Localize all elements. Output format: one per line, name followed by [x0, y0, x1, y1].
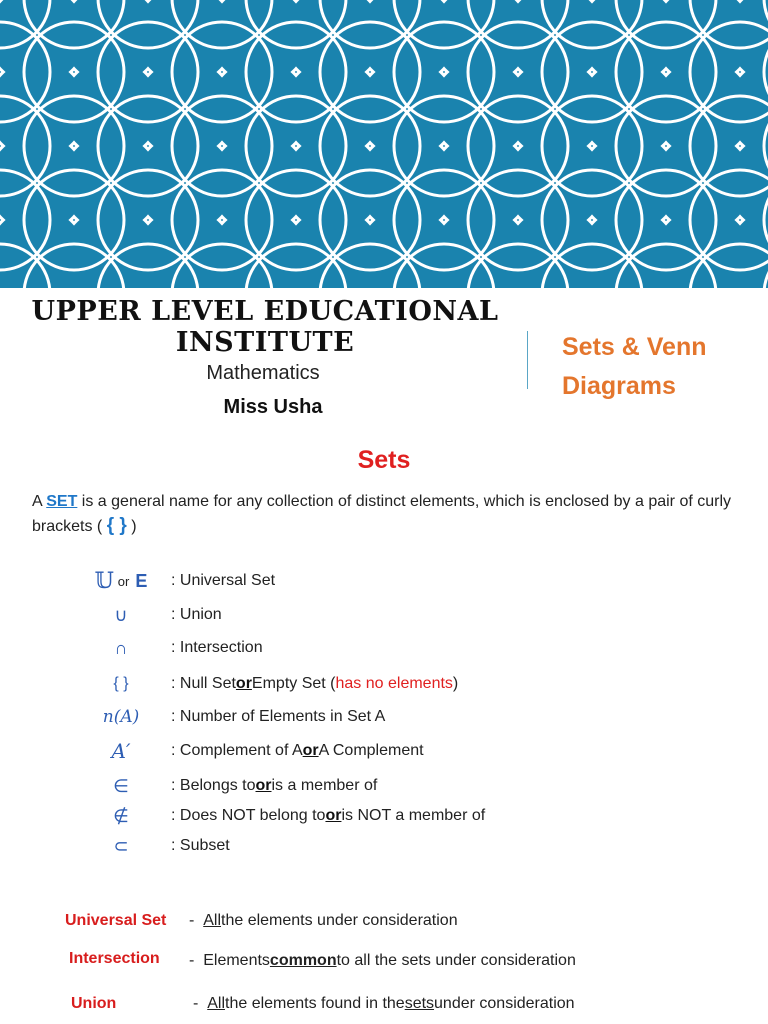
- symbol-row-universal-set: [0, 565, 768, 597]
- or-word: or: [255, 777, 272, 794]
- institute-name: UPPER LEVEL EDUCATIONAL INSTITUTE: [31, 296, 499, 358]
- title-header: [0, 288, 768, 428]
- definition-row-union: [0, 989, 768, 1019]
- not-element-of-description: [171, 800, 485, 832]
- def-all: All: [203, 912, 221, 929]
- empty-set-desc-b: Empty Set (: [251, 675, 336, 692]
- def-rest: to all the sets under consideration: [336, 952, 576, 969]
- union-description: : Union: [171, 606, 222, 623]
- section-title: Sets: [357, 446, 411, 474]
- def-mid: the elements found in the: [225, 995, 405, 1012]
- intro-text-rest: is a general name for any collection of distinct elements, which is enclosed by a pair of curly brackets (: [32, 493, 732, 535]
- definition-universal-set: [189, 906, 458, 936]
- complement-desc-b: A Complement: [318, 742, 424, 759]
- universal-set-symbol: [60, 565, 182, 597]
- def-common: common: [269, 952, 337, 969]
- symbol-row-not-element-of: [0, 800, 768, 832]
- term-intersection: Intersection: [69, 950, 160, 967]
- has-no-elements-note: has no elements: [335, 675, 453, 692]
- complement-description: [171, 735, 424, 767]
- cardinality-description: : Number of Elements in Set A: [171, 708, 386, 725]
- term-universal-set: Universal Set: [65, 912, 167, 929]
- complement-desc-a: : Complement of A: [171, 742, 303, 759]
- empty-set-desc-c: ): [452, 675, 459, 692]
- symbol-row-complement: [0, 735, 768, 767]
- element-of-desc-a: : Belongs to: [171, 777, 256, 794]
- topic-title: [562, 328, 762, 406]
- topic-line-1: Sets & Venn: [562, 333, 707, 361]
- def-all: All: [207, 995, 225, 1012]
- header-divider: [527, 331, 528, 389]
- symbol-row-union: [0, 599, 768, 631]
- subject-name: Mathematics: [206, 362, 320, 384]
- subset-description: : Subset: [171, 837, 230, 854]
- not-element-of-desc-b: is NOT a member of: [341, 807, 486, 824]
- intersection-description: : Intersection: [171, 639, 263, 656]
- topic-line-2: Diagrams: [562, 372, 676, 400]
- intro-text-a: A: [32, 493, 47, 510]
- not-element-of-desc-a: : Does NOT belong to: [171, 807, 326, 824]
- universal-set-alt-glyph: E: [135, 570, 148, 591]
- def-a: Elements: [203, 952, 270, 969]
- set-definition-paragraph: [32, 490, 752, 539]
- symbol-row-empty-set: [0, 668, 768, 700]
- decorative-circle-pattern-banner: [0, 0, 768, 288]
- union-symbol: ∪: [114, 604, 128, 625]
- definition-union: [193, 989, 575, 1019]
- or-word: or: [325, 807, 342, 824]
- element-of-symbol: ∈: [113, 775, 129, 796]
- definition-intersection: [189, 946, 576, 976]
- def-sets: sets: [404, 995, 435, 1012]
- symbol-row-cardinality: [0, 701, 768, 733]
- subset-symbol: ⊂: [113, 835, 129, 856]
- symbol-or-text: or: [117, 573, 130, 589]
- curly-brackets: { }: [106, 515, 127, 536]
- definition-row-universal-set: [0, 906, 768, 936]
- intersection-symbol: ∩: [114, 637, 128, 658]
- universal-set-glyph: 𝕌: [94, 568, 114, 594]
- universal-set-description: : Universal Set: [171, 572, 276, 589]
- definition-row-intersection: [0, 944, 768, 974]
- intro-text-end: ): [126, 518, 137, 535]
- symbol-row-element-of: [0, 770, 768, 802]
- def-rest: the elements under consideration: [221, 912, 458, 929]
- complement-symbol: A′: [111, 739, 131, 763]
- dash: -: [189, 952, 195, 969]
- element-of-desc-b: is a member of: [271, 777, 378, 794]
- term-union: Union: [71, 995, 117, 1012]
- symbol-row-intersection: [0, 632, 768, 664]
- set-keyword: SET: [46, 493, 78, 510]
- cardinality-symbol: n(A): [102, 707, 140, 727]
- dash: -: [189, 912, 195, 929]
- def-rest: under consideration: [434, 995, 575, 1012]
- element-of-description: [171, 770, 377, 802]
- or-word: or: [235, 675, 252, 692]
- empty-set-description: [171, 668, 458, 700]
- symbol-row-subset: [0, 830, 768, 862]
- teacher-name: Miss Usha: [223, 396, 323, 418]
- not-element-of-symbol: ∉: [113, 805, 129, 826]
- dash: -: [193, 995, 199, 1012]
- empty-set-desc-a: : Null Set: [171, 675, 236, 692]
- or-word: or: [302, 742, 319, 759]
- empty-set-symbol: { }: [113, 675, 129, 692]
